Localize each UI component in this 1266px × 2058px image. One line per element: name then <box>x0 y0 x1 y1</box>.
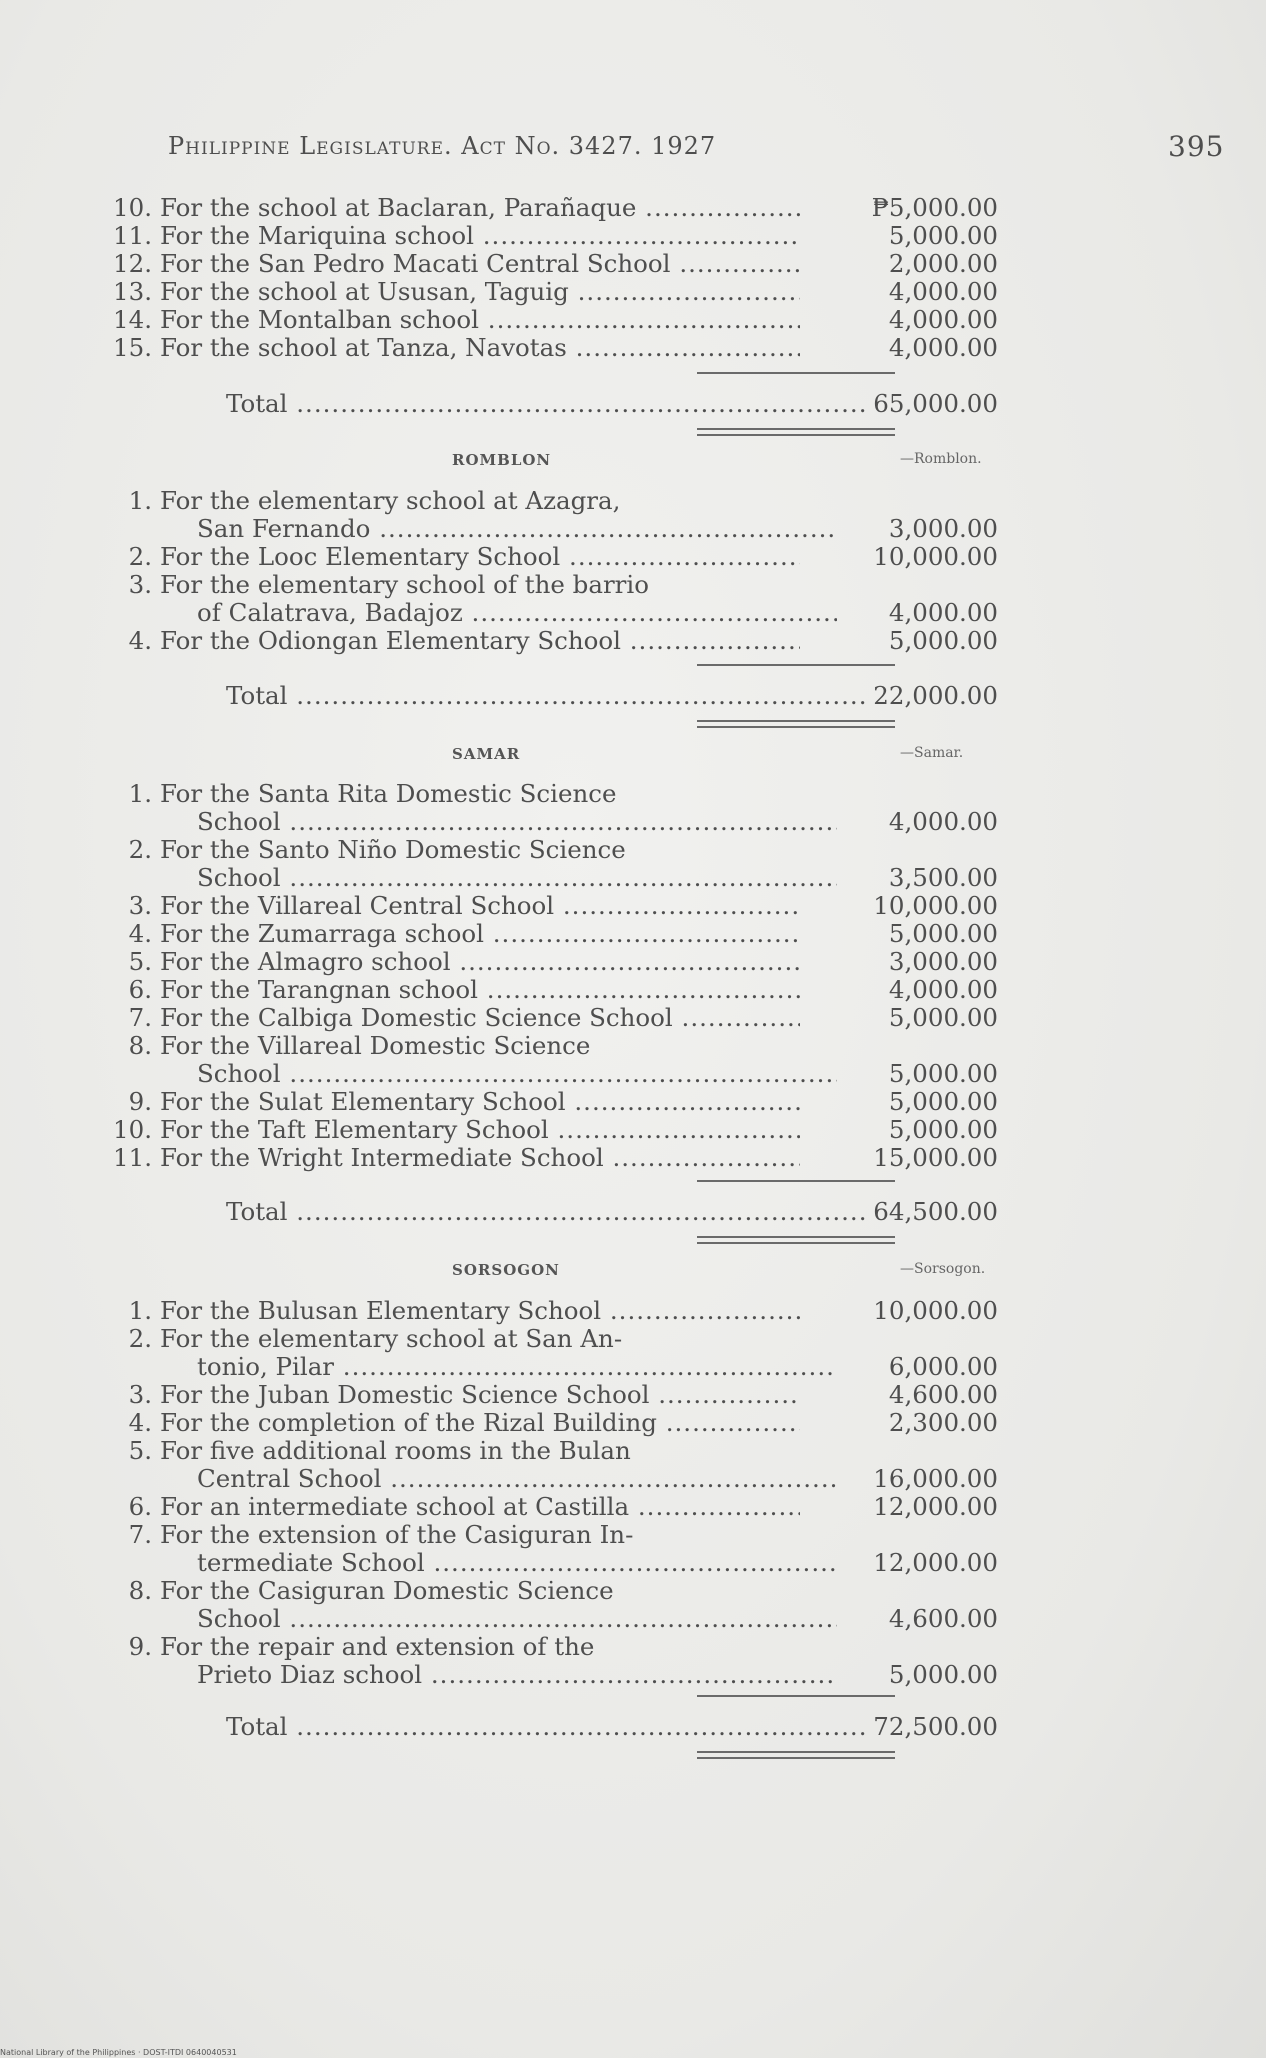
item-description: For the Almagro school ..... <box>160 948 800 976</box>
list-item <box>100 1352 998 1381</box>
page-number: 395 <box>1168 130 1225 163</box>
item-description: Central School ..... <box>197 1465 837 1493</box>
subtotal-rule <box>697 664 895 666</box>
item-description: San Fernando ..... <box>197 515 837 543</box>
item-description: For the Looc Elementary School ..... <box>160 543 800 571</box>
item-description: For the Zumarraga school ..... <box>160 920 800 948</box>
item-number: 1. <box>128 779 152 808</box>
running-title: Philippine Legislature. Act No. 3427. 1927 <box>168 132 717 160</box>
page-header <box>168 130 1225 168</box>
list-item <box>100 598 998 627</box>
total-row <box>100 681 998 710</box>
total-amount: 64,500.00 <box>873 1197 998 1226</box>
item-description: For the elementary school at San An- <box>160 1325 623 1353</box>
list-item <box>100 1521 900 1549</box>
item-amount: 5,000.00 <box>888 1003 998 1032</box>
item-description: Prieto Diaz school ..... <box>197 1661 837 1689</box>
item-amount: 5,000.00 <box>888 221 998 250</box>
list-item <box>100 571 900 599</box>
item-description: tonio, Pilar ..... <box>197 1353 837 1381</box>
item-amount: 3,000.00 <box>888 947 998 976</box>
item-description: School ..... <box>197 1605 837 1633</box>
list-item <box>100 1464 998 1493</box>
item-description: For five additional rooms in the Bulan <box>160 1437 631 1465</box>
item-number: 1. <box>128 486 152 515</box>
list-item <box>100 1408 998 1437</box>
item-description: For the Casiguran Domestic Science <box>160 1577 614 1605</box>
item-number: 11. <box>113 221 152 250</box>
item-amount: 3,000.00 <box>888 514 998 543</box>
item-description: For the Taft Elementary School ..... <box>160 1116 800 1144</box>
list-item <box>100 1003 998 1032</box>
item-description: For the elementary school at Azagra, <box>160 487 621 515</box>
list-item <box>100 305 998 334</box>
item-description: For the Bulusan Elementary School ..... <box>160 1297 800 1325</box>
item-number: 8. <box>128 1576 152 1605</box>
list-item <box>100 836 900 864</box>
list-item <box>100 919 998 948</box>
item-description: For an intermediate school at Castilla ..... <box>160 1493 800 1521</box>
total-label: Total ..... <box>226 390 866 418</box>
item-number: 7. <box>128 1003 152 1032</box>
margin-note: —Sorsogon. <box>900 1261 986 1277</box>
list-item <box>100 807 998 836</box>
total-label: Total ..... <box>226 1713 866 1741</box>
list-item <box>100 1059 998 1088</box>
total-amount: 22,000.00 <box>873 681 998 710</box>
item-description: For the elementary school of the barrio <box>160 571 649 599</box>
item-amount: 5,000.00 <box>888 1660 998 1689</box>
total-row <box>100 1712 998 1741</box>
item-description: For the repair and extension of the <box>160 1633 595 1661</box>
list-item <box>100 1437 900 1465</box>
total-row <box>100 1197 998 1226</box>
item-amount: 10,000.00 <box>873 891 998 920</box>
item-amount: 4,000.00 <box>888 333 998 362</box>
item-amount: 10,000.00 <box>873 1296 998 1325</box>
list-item <box>100 1380 998 1409</box>
item-number: 11. <box>113 1143 152 1172</box>
item-amount: 4,000.00 <box>888 305 998 334</box>
list-item <box>100 1087 998 1116</box>
item-description: For the Sulat Elementary School ..... <box>160 1088 800 1116</box>
total-double-rule <box>697 1236 895 1244</box>
list-item <box>100 1604 998 1633</box>
item-amount: 15,000.00 <box>873 1143 998 1172</box>
item-amount: 4,000.00 <box>888 277 998 306</box>
item-amount: 5,000.00 <box>888 1059 998 1088</box>
list-item <box>100 975 998 1004</box>
item-description: For the school at Baclaran, Parañaque ..... <box>160 194 800 222</box>
list-item <box>100 1115 998 1144</box>
item-number: 10. <box>113 193 152 222</box>
total-label: Total ..... <box>226 1198 866 1226</box>
item-description: For the San Pedro Macati Central School ..... <box>160 250 800 278</box>
item-description: For the extension of the Casiguran In- <box>160 1521 634 1549</box>
item-description: For the Santo Niño Domestic Science <box>160 836 626 864</box>
item-description: For the Montalban school ..... <box>160 306 800 334</box>
total-amount: 65,000.00 <box>873 389 998 418</box>
item-number: 8. <box>128 1031 152 1060</box>
item-amount: 5,000.00 <box>888 919 998 948</box>
item-description: For the Santa Rita Domestic Science <box>160 780 617 808</box>
item-description: For the school at Ususan, Taguig ..... <box>160 278 800 306</box>
item-amount: 5,000.00 <box>888 626 998 655</box>
item-number: 6. <box>128 975 152 1004</box>
list-item <box>100 1032 900 1060</box>
list-item <box>100 1548 998 1577</box>
item-amount: 5,000.00 <box>888 1115 998 1144</box>
list-item <box>100 249 998 278</box>
item-description: For the Calbiga Domestic Science School ..... <box>160 1004 800 1032</box>
list-item <box>100 947 998 976</box>
list-item <box>100 193 998 222</box>
item-number: 3. <box>128 891 152 920</box>
item-description: For the Odiongan Elementary School ..... <box>160 627 800 655</box>
list-item <box>100 277 998 306</box>
list-item <box>100 1325 900 1353</box>
item-amount: ₱5,000.00 <box>871 193 998 222</box>
item-amount: 4,000.00 <box>888 975 998 1004</box>
item-description: termediate School ..... <box>197 1549 837 1577</box>
item-number: 2. <box>128 835 152 864</box>
total-row <box>100 389 998 418</box>
item-description: For the Villareal Central School ..... <box>160 892 800 920</box>
item-number: 15. <box>113 333 152 362</box>
item-number: 9. <box>128 1632 152 1661</box>
item-description: For the Juban Domestic Science School ..... <box>160 1381 800 1409</box>
section-title-romblon: ROMBLON <box>452 451 552 469</box>
item-number: 2. <box>128 1324 152 1353</box>
list-item <box>100 863 998 892</box>
list-item <box>100 487 900 515</box>
total-double-rule <box>697 428 895 436</box>
item-number: 13. <box>113 277 152 306</box>
list-item <box>100 1633 900 1661</box>
item-number: 14. <box>113 305 152 334</box>
item-description: For the Wright Intermediate School ..... <box>160 1144 800 1172</box>
list-item <box>100 542 998 571</box>
item-amount: 2,000.00 <box>888 249 998 278</box>
item-number: 7. <box>128 1520 152 1549</box>
item-description: School ..... <box>197 864 837 892</box>
scan-credit: National Library of the Philippines · DOST-ITDI 0640040531 <box>0 2048 237 2057</box>
item-amount: 12,000.00 <box>873 1548 998 1577</box>
item-number: 3. <box>128 1380 152 1409</box>
item-number: 4. <box>128 919 152 948</box>
item-number: 9. <box>128 1087 152 1116</box>
item-description: School ..... <box>197 1060 837 1088</box>
item-number: 3. <box>128 570 152 599</box>
list-item <box>100 1492 998 1521</box>
item-amount: 12,000.00 <box>873 1492 998 1521</box>
total-double-rule <box>697 1751 895 1759</box>
list-item <box>100 1296 998 1325</box>
list-item <box>100 626 998 655</box>
list-item <box>100 333 998 362</box>
item-description: For the Tarangnan school ..... <box>160 976 800 1004</box>
list-item <box>100 1577 900 1605</box>
item-description: For the school at Tanza, Navotas ..... <box>160 334 800 362</box>
subtotal-rule <box>697 1695 895 1697</box>
list-item <box>100 891 998 920</box>
list-item <box>100 514 998 543</box>
section-title-sorsogon: SORSOGON <box>452 1261 560 1279</box>
item-description: For the Mariquina school ..... <box>160 222 800 250</box>
total-amount: 72,500.00 <box>873 1712 998 1741</box>
item-amount: 16,000.00 <box>873 1464 998 1493</box>
item-description: For the completion of the Rizal Building ..... <box>160 1409 800 1437</box>
margin-note: —Romblon. <box>900 451 982 467</box>
item-description: School ..... <box>197 808 837 836</box>
item-description: For the Villareal Domestic Science <box>160 1032 591 1060</box>
item-amount: 2,300.00 <box>888 1408 998 1437</box>
item-amount: 4,600.00 <box>888 1380 998 1409</box>
item-number: 4. <box>128 1408 152 1437</box>
list-item <box>100 780 900 808</box>
list-item <box>100 221 998 250</box>
item-amount: 6,000.00 <box>888 1352 998 1381</box>
total-double-rule <box>697 720 895 728</box>
margin-note: —Samar. <box>900 745 964 761</box>
section-title-samar: SAMAR <box>452 745 521 763</box>
item-amount: 3,500.00 <box>888 863 998 892</box>
item-amount: 4,000.00 <box>888 598 998 627</box>
item-amount: 10,000.00 <box>873 542 998 571</box>
item-number: 4. <box>128 626 152 655</box>
item-number: 12. <box>113 249 152 278</box>
item-amount: 4,600.00 <box>888 1604 998 1633</box>
list-item <box>100 1143 998 1172</box>
subtotal-rule <box>697 372 895 374</box>
item-number: 5. <box>128 947 152 976</box>
item-description: of Calatrava, Badajoz ..... <box>197 599 837 627</box>
item-number: 5. <box>128 1436 152 1465</box>
item-amount: 4,000.00 <box>888 807 998 836</box>
total-label: Total ..... <box>226 682 866 710</box>
item-number: 1. <box>128 1296 152 1325</box>
list-item <box>100 1660 998 1689</box>
item-amount: 5,000.00 <box>888 1087 998 1116</box>
item-number: 6. <box>128 1492 152 1521</box>
subtotal-rule <box>697 1180 895 1182</box>
item-number: 10. <box>113 1115 152 1144</box>
item-number: 2. <box>128 542 152 571</box>
